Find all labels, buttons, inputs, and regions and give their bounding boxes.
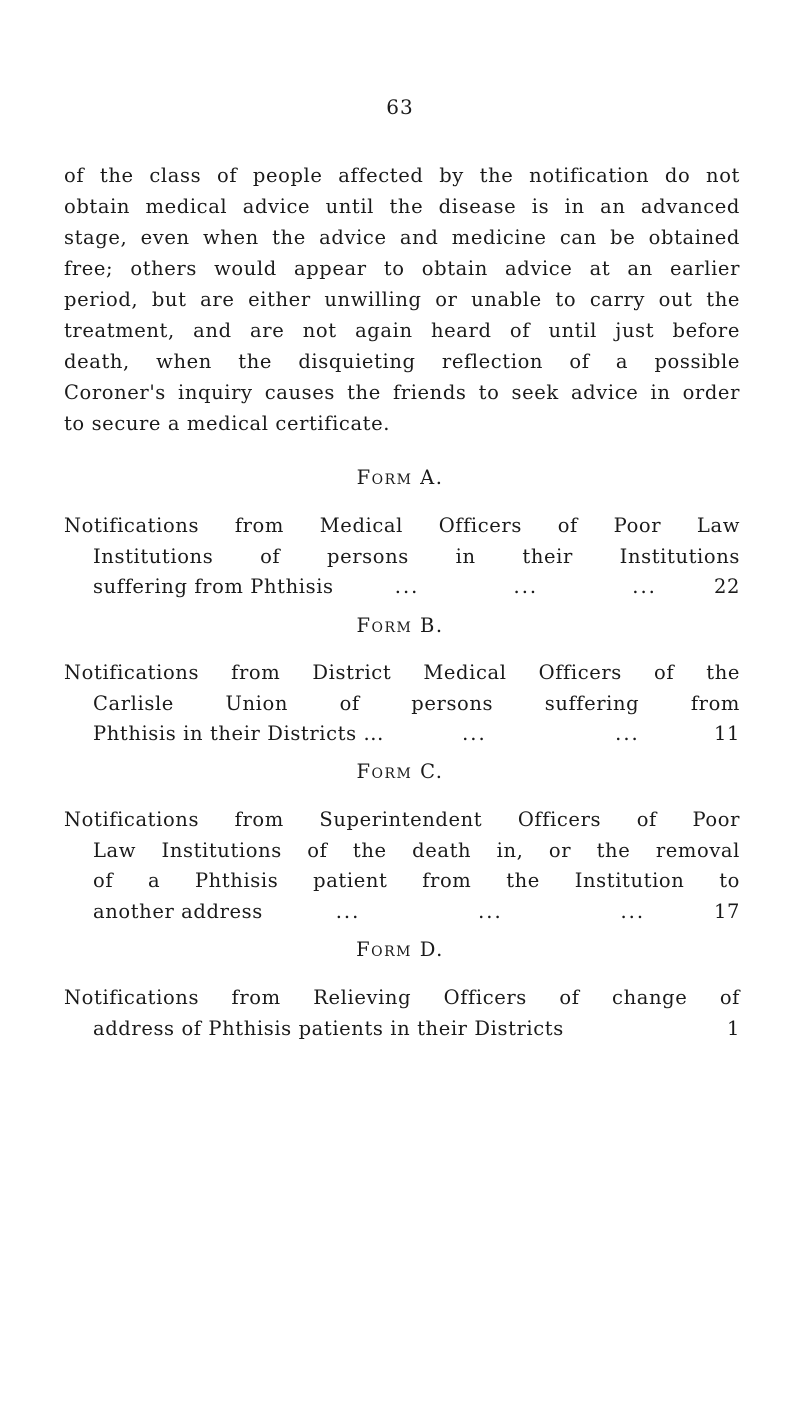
dot-leader: ... bbox=[615, 722, 640, 745]
page-number: 63 bbox=[386, 95, 414, 119]
form-d-entry bbox=[64, 983, 740, 1044]
entry-line: Notifications from District Medical Officers of the bbox=[64, 661, 740, 684]
entry-line: Institutions of persons in their Institutions bbox=[93, 544, 740, 568]
form-heading-word: Form bbox=[356, 466, 413, 489]
entry-last-row bbox=[64, 719, 740, 750]
form-d-heading bbox=[0, 938, 800, 961]
entry-line: suffering from Phthisis bbox=[93, 575, 334, 598]
dot-leader: ... bbox=[513, 575, 539, 598]
form-c-entry bbox=[64, 805, 740, 927]
dot-leaders bbox=[334, 572, 714, 603]
paragraph-line: treatment, and are not again heard of until just before bbox=[64, 319, 740, 342]
intro-paragraph bbox=[64, 160, 740, 439]
paragraph-line: death, when the disquieting reflection of a possible bbox=[64, 350, 740, 373]
notification-count: 11 bbox=[713, 722, 740, 745]
form-heading-word: Form bbox=[356, 938, 413, 961]
dot-leader: ... bbox=[478, 899, 503, 923]
entry-line: Notifications from Relieving Officers of change of bbox=[64, 986, 740, 1009]
entry-last-row bbox=[64, 1014, 740, 1045]
notification-count: 22 bbox=[713, 575, 740, 598]
entry-last-row bbox=[64, 897, 740, 928]
dot-leaders bbox=[384, 719, 714, 750]
entry-line: another address bbox=[93, 899, 263, 923]
form-c-heading bbox=[0, 760, 800, 783]
dot-leader: ... bbox=[335, 899, 361, 923]
dot-leader: ... bbox=[462, 722, 487, 745]
form-heading-letter: C. bbox=[420, 760, 444, 783]
form-a-heading bbox=[0, 466, 800, 489]
paragraph-line: Coroner's inquiry causes the friends to seek advice in order bbox=[64, 381, 740, 404]
entry-line: Phthisis in their Districts ... bbox=[93, 722, 384, 745]
notification-count: 17 bbox=[713, 899, 740, 923]
dot-leader: ... bbox=[394, 575, 420, 598]
entry-line: Law Institutions of the death in, or the removal bbox=[93, 838, 740, 862]
paragraph-line: period, but are either unwilling or unable to carry out the bbox=[64, 288, 740, 311]
form-heading-letter: B. bbox=[420, 614, 444, 637]
form-heading-word: Form bbox=[356, 760, 413, 783]
entry-line: Notifications from Medical Officers of Poor Law bbox=[64, 514, 740, 537]
paragraph-line: obtain medical advice until the disease is in an advanced bbox=[64, 195, 740, 218]
paragraph-line: stage, even when the advice and medicine can be obtained bbox=[64, 226, 740, 249]
form-heading-letter: A. bbox=[420, 466, 444, 489]
dot-leader: ... bbox=[620, 899, 646, 923]
entry-line: Notifications from Superintendent Officers of Poor bbox=[64, 808, 740, 831]
dot-leader: ... bbox=[632, 575, 657, 598]
dot-leaders bbox=[263, 897, 714, 928]
form-a-entry bbox=[64, 511, 740, 603]
form-heading-letter: D. bbox=[419, 938, 444, 961]
entry-line: Carlisle Union of persons suffering from bbox=[93, 691, 740, 715]
entry-last-row bbox=[64, 572, 740, 603]
form-b-heading bbox=[0, 614, 800, 637]
notification-count: 1 bbox=[726, 1016, 740, 1040]
form-b-entry bbox=[64, 658, 740, 750]
entry-line: of a Phthisis patient from the Institution to bbox=[93, 869, 740, 892]
entry-line: address of Phthisis patients in their Districts bbox=[93, 1016, 564, 1040]
paragraph-line: free; others would appear to obtain advice at an earlier bbox=[64, 257, 740, 280]
paragraph-line: to secure a medical certificate. bbox=[64, 412, 391, 435]
form-heading-word: Form bbox=[356, 614, 413, 637]
paragraph-line: of the class of people affected by the notification do not bbox=[64, 164, 740, 187]
